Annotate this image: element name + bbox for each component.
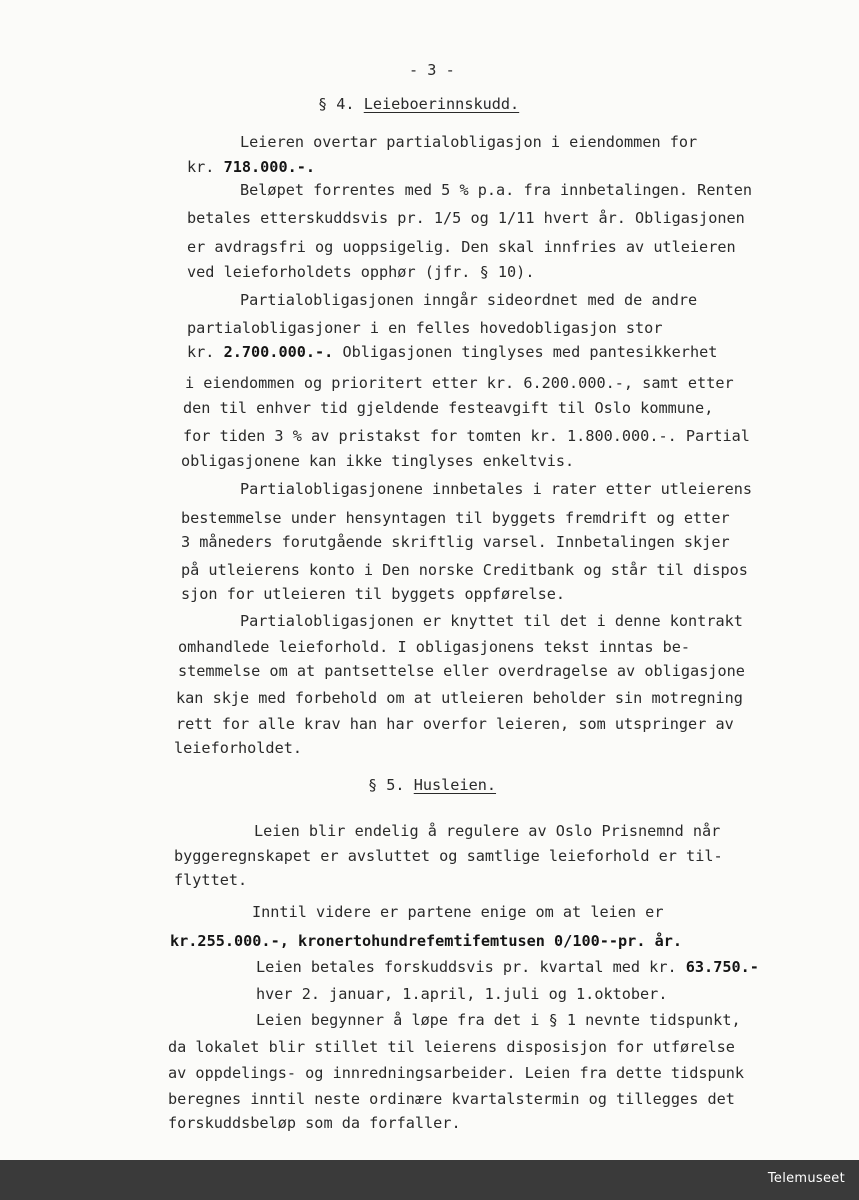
text-line: kan skje med forbehold om at utleieren beholder sin motregning — [176, 689, 743, 707]
text-line: Partialobligasjonene innbetales i rater etter utleierens — [240, 480, 753, 498]
text-line: leieforholdet. — [174, 739, 303, 757]
section-5-heading — [368, 775, 496, 795]
text-line: beregnes inntil neste ordinære kvartalstermin og tillegges det — [168, 1090, 735, 1108]
footer-bar — [0, 1160, 859, 1200]
text-line: kr. 2.700.000.-. Obligasjonen tinglyses med pantesikkerhet — [187, 343, 718, 361]
text-line: stemmelse om at pantsettelse eller overdragelse av obligasjone — [178, 662, 745, 680]
text-line: bestemmelse under hensyntagen til byggets fremdrift og etter — [181, 509, 730, 527]
text-line: i eiendommen og prioritert etter kr. 6.200.000.-, samt etter — [185, 374, 734, 392]
text-line: er avdragsfri og uoppsigelig. Den skal innfries av utleieren — [187, 238, 736, 256]
section-5-number: § 5. — [368, 776, 405, 794]
text-line: Leien begynner å løpe fra det i § 1 nevnte tidspunkt, — [256, 1011, 741, 1029]
text-line: ved leieforholdets opphør (jfr. § 10). — [187, 263, 535, 281]
text-line: Leien blir endelig å regulere av Oslo Prisnemnd når — [254, 822, 721, 840]
text-line: da lokalet blir stillet til leierens disposisjon for utførelse — [168, 1038, 735, 1056]
handwritten-amount: 718.000.-. — [223, 158, 316, 176]
text-line: partialobligasjoner i en felles hovedobligasjon stor — [187, 319, 663, 337]
text-line: den til enhver tid gjeldende festeavgift til Oslo kommune, — [183, 399, 714, 417]
section-4-title: Leieboerinnskudd. — [363, 95, 520, 113]
text-line: obligasjonene kan ikke tinglyses enkeltvis. — [181, 452, 575, 470]
text-line: Leien betales forskuddsvis pr. kvartal med kr. 63.750.- — [256, 958, 759, 976]
museum-logo: Telemuseet — [767, 1171, 845, 1186]
rent-amount-line: kr.255.000.-, kronertohundrefemtifemtusen 0/100--pr. år. — [170, 932, 683, 950]
page-number: - 3 - — [409, 61, 455, 79]
text-line: sjon for utleieren til byggets oppførelse. — [181, 585, 566, 603]
text-line — [187, 157, 315, 177]
text-line: betales etterskuddsvis pr. 1/5 og 1/11 hvert år. Obligasjonen — [187, 209, 745, 227]
text-line: flyttet. — [174, 871, 248, 889]
text-line: Beløpet forrentes med 5 % p.a. fra innbetalingen. Renten — [240, 181, 753, 199]
handwritten-amount: 2.700.000.-. — [223, 343, 334, 361]
quarterly-amount: 63.750.- — [685, 958, 759, 976]
section-4-number: § 4. — [318, 95, 355, 113]
text-line: forskuddsbeløp som da forfaller. — [168, 1114, 461, 1132]
text-line: på utleierens konto i Den norske Creditbank og står til dispos — [181, 561, 748, 579]
text-line: byggeregnskapet er avsluttet og samtlige leieforhold er til- — [174, 847, 723, 865]
text-line: Inntil videre er partene enige om at leien er — [252, 903, 664, 921]
text-line: av oppdelings- og innredningsarbeider. Leien fra dette tidspunk — [168, 1064, 745, 1082]
text-line: hver 2. januar, 1.april, 1.juli og 1.oktober. — [256, 985, 668, 1003]
text-line: Partialobligasjonen inngår sideordnet med de andre — [240, 291, 698, 309]
currency-label: kr. — [187, 343, 215, 361]
text-line: omhandlede leieforhold. I obligasjonens tekst inntas be- — [178, 638, 691, 656]
text-line: for tiden 3 % av pristakst for tomten kr. 1.800.000.-. Partial — [183, 427, 750, 445]
text-line: Partialobligasjonen er knyttet til det i denne kontrakt — [240, 612, 743, 630]
text-line: rett for alle krav han har overfor leieren, som utspringer av — [176, 715, 734, 733]
currency-label: kr. — [187, 158, 215, 176]
section-4-heading — [318, 94, 519, 114]
text-line: Leieren overtar partialobligasjon i eiendommen for — [240, 133, 698, 151]
text-line: 3 måneders forutgående skriftlig varsel. Innbetalingen skjer — [181, 533, 730, 551]
section-5-title: Husleien. — [413, 776, 497, 794]
